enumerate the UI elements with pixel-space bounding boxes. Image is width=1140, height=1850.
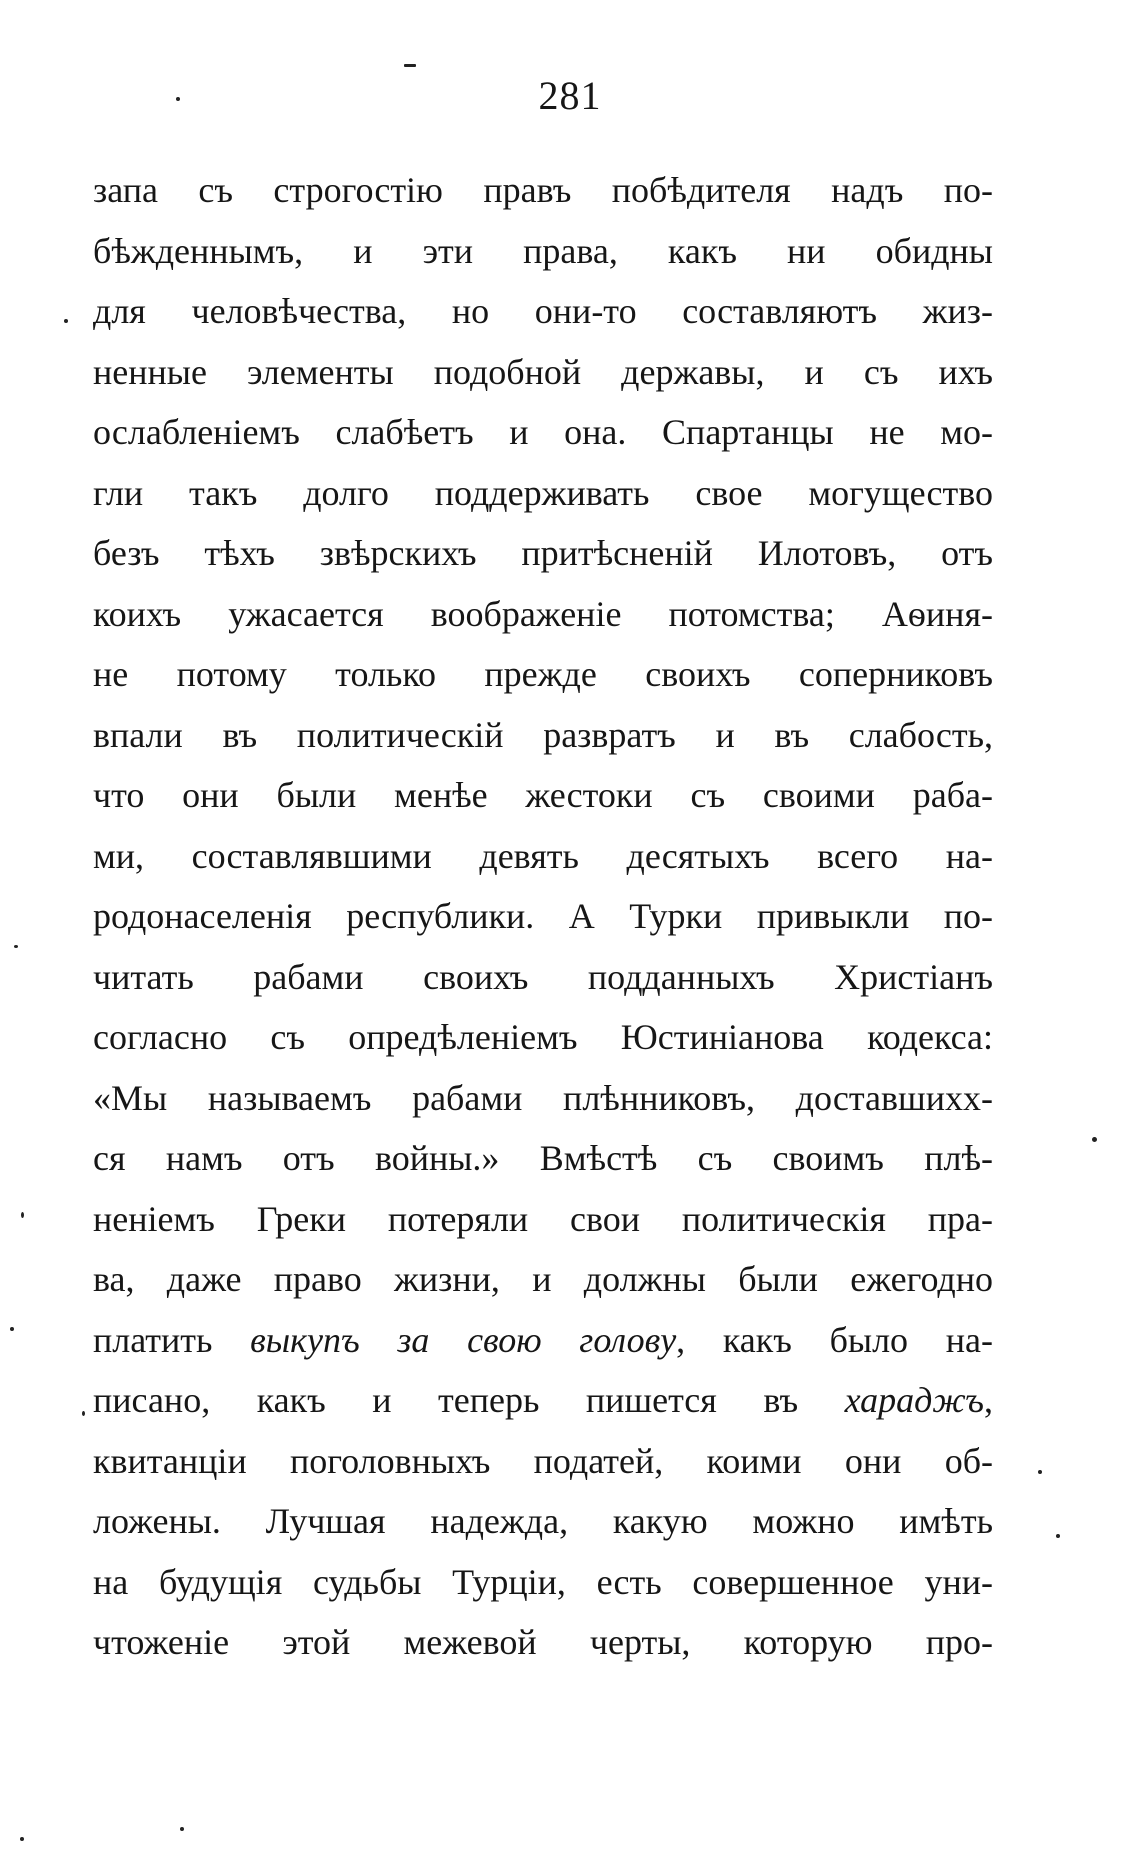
text-line [93,644,993,705]
text-run: ся намъ отъ войны.» Вмѣстѣ съ своимъ плѣ- [93,1138,993,1178]
text-run: согласно съ опредѣленіемъ Юстиніанова кодекса: [93,1017,993,1057]
text-run: коихъ ужасается воображеніе потомства; Аѳиня- [93,593,993,634]
text-line [93,1310,993,1371]
text-line [93,1189,993,1250]
text-run: писано, какъ и теперь пишется въ [93,1380,845,1420]
text-line [93,1068,993,1129]
scan-speck [180,1827,184,1831]
text-run: гли такъ долго поддерживать свое могущество [93,472,993,513]
scan-speck [404,64,416,67]
scan-speck [1092,1137,1097,1142]
body-text [93,160,993,1673]
text-run: ослабленіемъ слабѣетъ и она. Спартанцы не мо- [93,412,993,452]
text-run: неніемъ Греки потеряли свои политическія пра- [93,1198,993,1239]
text-run: платить [93,1319,251,1360]
text-line [93,221,993,282]
text-run: «Мы называемъ рабами плѣнниковъ, доставшихх- [93,1077,993,1118]
text-run: ми, составлявшими девять десятыхъ всего на- [93,835,993,876]
text-line [93,1552,993,1613]
scan-speck [1038,1470,1042,1474]
text-line [93,947,993,1008]
text-run: , какъ было на- [676,1319,993,1360]
text-line [93,523,993,584]
text-run: ненные элементы подобной державы, и съ ихъ [93,351,993,392]
text-run: на будущія судьбы Турціи, есть совершенное уни- [93,1561,993,1602]
text-line [93,1128,993,1189]
text-line [93,1370,993,1431]
text-line [93,463,993,524]
text-run: бѣжденнымъ, и эти права, какъ ни обидны [93,230,993,271]
text-line [93,765,993,826]
scan-speck [10,1327,14,1331]
text-run: не потому только прежде своихъ соперниковъ [93,654,993,694]
text-run: читать рабами своихъ подданныхъ Христіанъ [93,956,993,997]
text-run: ва, даже право жизни, и должны были ежегодно [93,1259,993,1299]
scan-speck [21,1212,24,1218]
text-line [93,584,993,645]
text-line [93,1431,993,1492]
text-run: впали въ политическій развратъ и въ слабость, [93,714,993,755]
text-line [93,342,993,403]
scan-speck [20,1837,24,1841]
text-line [93,160,993,221]
scan-speck [176,97,180,101]
text-run: чтоженіе этой межевой черты, которую про- [93,1622,993,1662]
text-run: ложены. Лучшая надежда, какую можно имѣть [93,1501,993,1541]
text-run: для человѣчества, но они-то составляютъ жиз- [93,291,993,331]
text-line [93,1007,993,1068]
text-line [93,1249,993,1310]
text-run: , [984,1380,993,1420]
text-line [93,281,993,342]
scan-speck [82,1411,85,1416]
text-line [93,1612,993,1673]
scan-speck [1056,1534,1060,1538]
scan-speck [64,319,68,323]
text-run: безъ тѣхъ звѣрскихъ притѣсненій Илотовъ, отъ [93,533,993,573]
italic-text: хараджъ [844,1380,984,1420]
text-run: запа съ строгостію правъ побѣдителя надъ по- [93,170,993,210]
italic-text: выкупъ за свою голову [250,1319,677,1360]
scan-speck [14,945,18,948]
text-run: родонаселенія республики. А Турки привыкли по- [93,896,993,936]
text-run: квитанціи поголовныхъ податей, коими они об- [93,1440,993,1481]
text-run: что они были менѣе жестоки съ своими раба- [93,775,993,815]
text-line [93,1491,993,1552]
text-line [93,402,993,463]
text-line [93,826,993,887]
text-line [93,705,993,766]
page-number: 281 [538,73,602,118]
text-line [93,886,993,947]
